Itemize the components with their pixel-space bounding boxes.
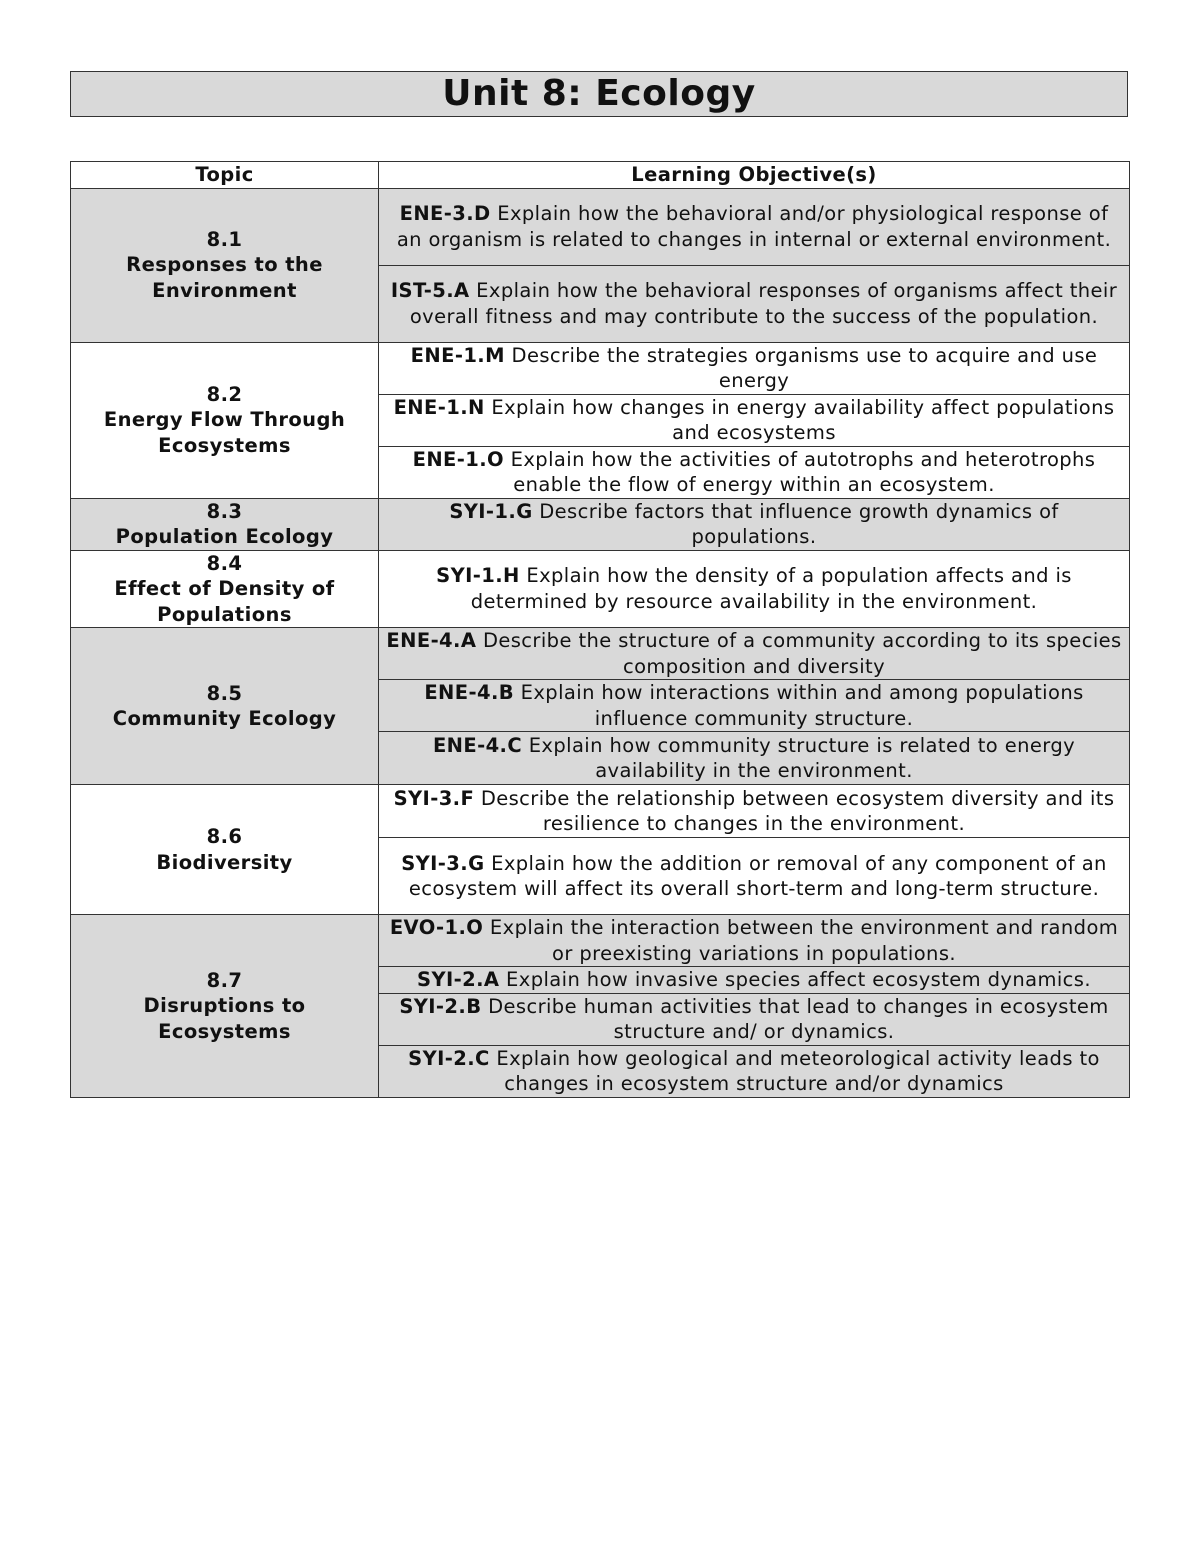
table-row (71, 342, 1130, 394)
topic-name: Population Ecology (115, 525, 334, 548)
objective-code: SYI-1.H (436, 564, 520, 588)
objective-cell (379, 498, 1130, 550)
objective-cell (379, 342, 1130, 394)
objective-cell (379, 1045, 1130, 1097)
table-row (71, 498, 1130, 550)
objective-cell (379, 993, 1130, 1045)
objective-text: Explain how the behavioral and/or physiological response of an organism is related to changes in internal or external environment. (396, 202, 1112, 251)
objective-code: ENE-4.B (424, 681, 515, 704)
objective-cell (379, 446, 1130, 498)
objective-code: IST-5.A (390, 279, 470, 302)
objective-code: EVO-1.O (389, 916, 484, 939)
objective-code: ENE-3.D (399, 202, 491, 225)
objective-text: Describe the relationship between ecosystem diversity and its resilience to changes in the environment. (480, 786, 1115, 835)
objective-code: SYI-2.C (408, 1046, 490, 1070)
topic-cell (71, 550, 379, 628)
objective-code: ENE-4.A (386, 629, 477, 652)
objective-text: Explain how changes in energy availability affect populations and ecosystems (491, 395, 1115, 444)
objective-code: ENE-1.M (410, 343, 505, 367)
topic-number: 8.3 (206, 499, 243, 523)
topic-number: 8.5 (206, 681, 243, 705)
objective-code: ENE-1.N (393, 395, 485, 419)
topic-cell (71, 188, 379, 342)
objective-cell (379, 967, 1130, 994)
table-row (71, 785, 1130, 838)
topic-name: Disruptions to Ecosystems (143, 994, 306, 1043)
objective-text: Describe factors that influence growth dynamics of populations. (539, 499, 1059, 548)
learning-objectives-table (70, 161, 1130, 1098)
topic-cell (71, 342, 379, 498)
topic-cell (71, 628, 379, 785)
topic-number: 8.1 (206, 227, 243, 251)
objective-cell (379, 838, 1130, 915)
objective-cell (379, 188, 1130, 265)
objective-text: Explain how the behavioral responses of organisms affect their overall fitness and may contribute to the success of the population. (409, 279, 1118, 328)
objective-code: SYI-3.F (393, 786, 475, 810)
objective-code: SYI-1.G (449, 499, 533, 523)
objective-code: ENE-4.C (432, 733, 523, 757)
objective-text: Explain how community structure is related to energy availability in the environment. (528, 733, 1076, 782)
table-row (71, 915, 1130, 967)
topic-name: Community Ecology (112, 707, 337, 730)
objective-text: Explain how the addition or removal of any component of an ecosystem will affect its overall short-term and long-term structure. (408, 851, 1107, 900)
topic-number: 8.6 (206, 825, 243, 848)
objective-text: Explain the interaction between the environment and random or preexisting variations in populations. (489, 916, 1119, 965)
objective-code: SYI-2.A (417, 968, 500, 991)
topic-name: Biodiversity (156, 850, 293, 874)
table-row (71, 188, 1130, 265)
objective-text: Describe the structure of a community according to its species composition and diversity (482, 629, 1122, 678)
topic-name: Energy Flow Through Ecosystems (103, 408, 346, 457)
objective-code: ENE-1.O (412, 447, 505, 471)
objective-text: Explain how invasive species affect ecosystem dynamics. (506, 968, 1091, 991)
objective-text: Describe the strategies organisms use to acquire and use energy (511, 343, 1098, 392)
objective-cell (379, 550, 1130, 628)
objective-code: SYI-3.G (401, 851, 485, 875)
title-box (70, 71, 1128, 117)
objective-text: Explain how the density of a population affects and is determined by resource availability in the environment. (470, 564, 1072, 613)
objective-cell (379, 628, 1130, 680)
topic-number: 8.4 (206, 551, 243, 575)
table-row (71, 628, 1130, 680)
topic-number: 8.7 (206, 968, 243, 992)
topic-cell (71, 785, 379, 915)
objective-text: Describe human activities that lead to changes in ecosystem structure and/ or dynamics. (488, 994, 1109, 1043)
page-title: Unit 8: Ecology (442, 73, 756, 114)
objective-cell (379, 915, 1130, 967)
topic-name: Responses to the Environment (126, 253, 323, 302)
table-row (71, 550, 1130, 628)
objective-cell (379, 785, 1130, 838)
objective-text: Explain how geological and meteorological activity leads to changes in ecosystem structure and/or dynamics (496, 1046, 1100, 1095)
topic-cell (71, 498, 379, 550)
objective-text: Explain how interactions within and among populations influence community structure. (520, 681, 1084, 730)
topic-cell (71, 915, 379, 1098)
topic-number: 8.2 (206, 382, 243, 406)
topic-name: Effect of Density of Populations (114, 577, 335, 626)
objective-text: Explain how the activities of autotrophs and heterotrophs enable the flow of energy within an ecosystem. (510, 447, 1096, 496)
objective-code: SYI-2.B (399, 994, 482, 1018)
objective-cell (379, 680, 1130, 732)
objective-column-header: Learning Objective(s) (379, 162, 1130, 189)
table-header-row (71, 162, 1130, 189)
objective-cell (379, 732, 1130, 785)
objective-cell (379, 265, 1130, 342)
topic-column-header: Topic (71, 162, 379, 189)
objective-cell (379, 394, 1130, 446)
